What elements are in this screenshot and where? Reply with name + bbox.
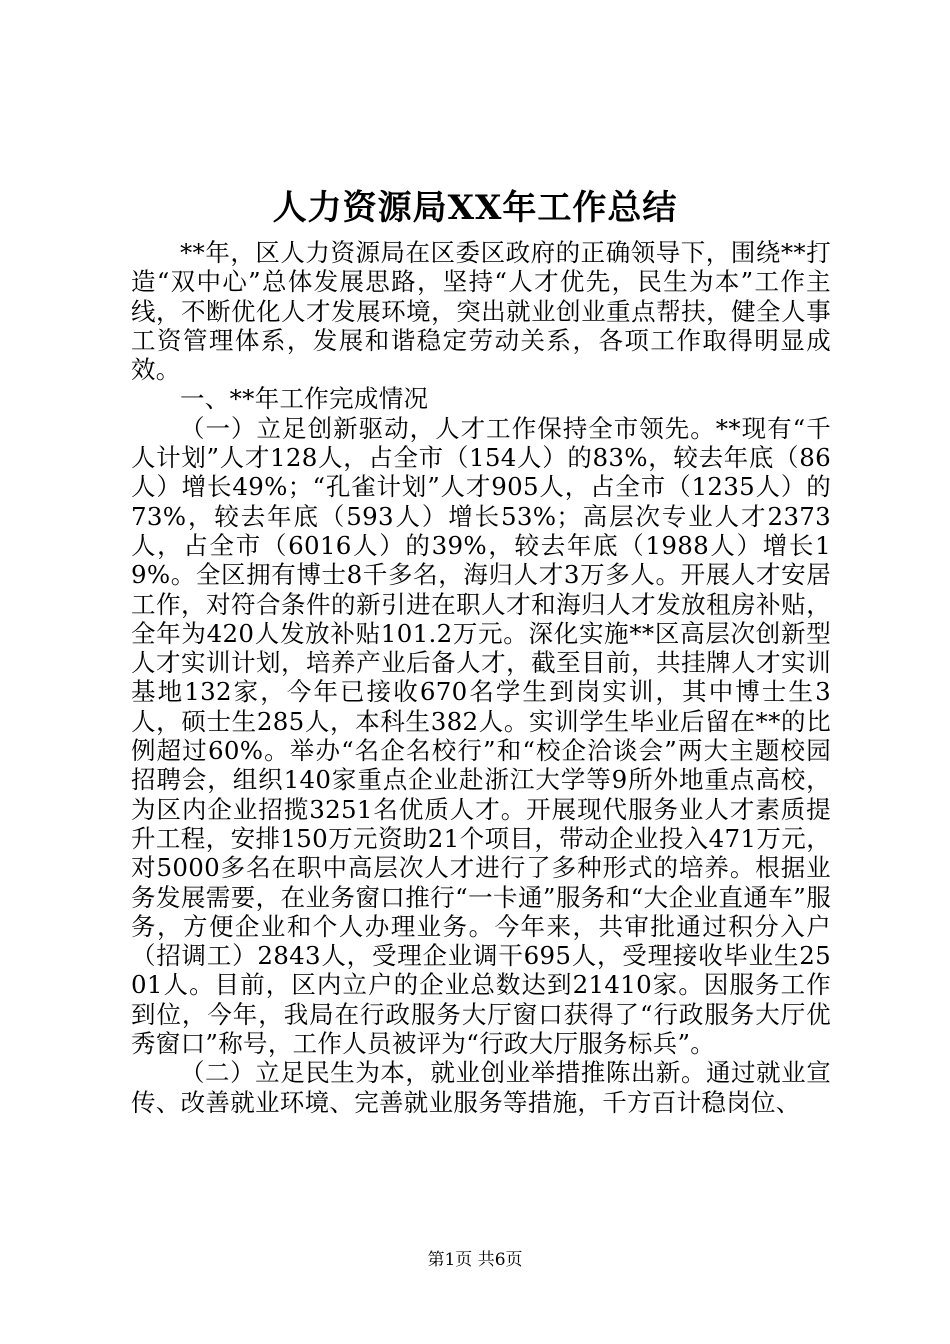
- section-heading: 一、**年工作完成情况: [180, 384, 429, 414]
- document-title: 人力资源局XX年工作总结: [272, 188, 678, 228]
- document-body: [131, 238, 831, 1117]
- employment-paragraph: （二）立足民生为本，就业创业举措推陈出新。通过就业宣传、改善就业环境、完善就业服务等措施，千方百计稳岗位、: [131, 1058, 831, 1117]
- intro-paragraph: **年，区人力资源局在区委区政府的正确领导下，围绕**打造“双中心”总体发展思路，坚持“人才优先，民生为本”工作主线，不断优化人才发展环境，突出就业创业重点帮扶，健全人事工资管理体系，发展和谐稳定劳动关系，各项工作取得明显成效。: [131, 238, 831, 385]
- talent-work-paragraph: （一）立足创新驱动，人才工作保持全市领先。**现有“千人计划”人才128人，占全市（154人）的83%，较去年底（86人）增长49%；“孔雀计划”人才905人，占全市（1235人）的73%，较去年底（593人）增长53%；高层次专业人才2373人，占全市（6016人）的39%，较去年底（1988人）增长19%。全区拥有博士8千多名，海归人才3万多人。开展人才安居工作，对符合条件的新引进在职人才和海归人才发放租房补贴，全年为420人发放补贴101.2万元。深化实施**区高层次创新型人才实训计划，培养产业后备人才，截至目前，共挂牌人才实训基地132家，今年已接收670名学生到岗实训，其中博士生3人，硕士生285人，本科生382人。实训学生毕业后留在**的比例超过60%。举办“名企名校行”和“校企洽谈会”两大主题校园招聘会，组织140家重点企业赴浙江大学等9所外地重点高校，为区内企业招揽3251名优质人才。开展现代服务业人才素质提升工程，安排150万元资助21个项目，带动企业投入471万元，对5000多名在职中高层次人才进行了多种形式的培养。根据业务发展需要，在业务窗口推行“一卡通”服务和“大企业直通车”服务，方便企业和个人办理业务。今年来，共审批通过积分入户（招调工）2843人，受理企业调干695人，受理接收毕业生2501人。目前，区内立户的企业总数达到21410家。因服务工作到位，今年，我局在行政服务大厅窗口获得了“行政服务大厅优秀窗口”称号，工作人员被评为“行政大厅服务标兵”。: [131, 413, 831, 1059]
- page-number-footer: 第1页 共6页: [427, 1250, 523, 1270]
